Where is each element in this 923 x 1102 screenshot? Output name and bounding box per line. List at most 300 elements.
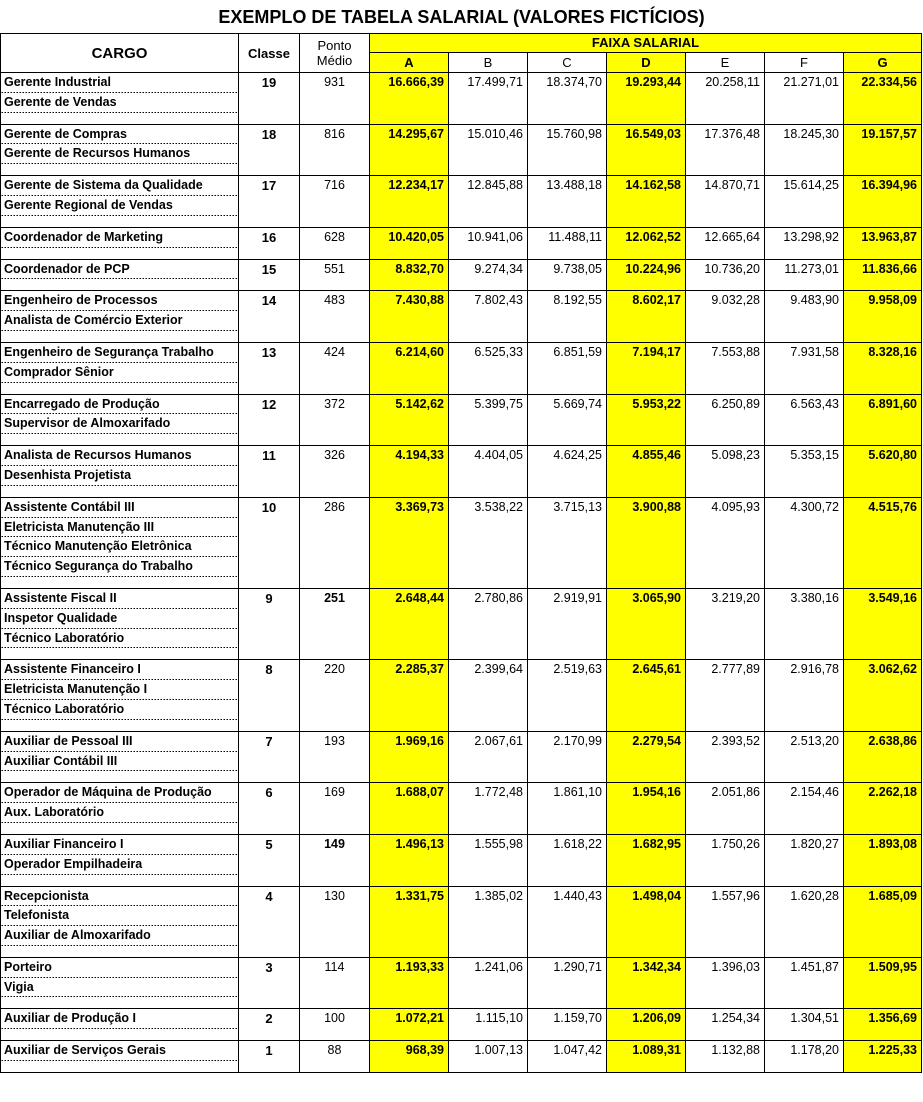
empty-cell [607, 648, 686, 660]
empty-cell [765, 700, 844, 720]
value-cell-f: 2.513,20 [765, 731, 844, 751]
empty-cell [686, 648, 765, 660]
empty-cell [844, 609, 922, 629]
empty-cell [844, 486, 922, 498]
empty-cell [844, 164, 922, 176]
empty-cell [239, 720, 300, 732]
classe-cell: 12 [239, 394, 300, 414]
value-cell-f: 3.380,16 [765, 588, 844, 608]
table-row [1, 291, 922, 311]
empty-cell [370, 629, 449, 649]
empty-cell [844, 771, 922, 783]
empty-cell [300, 486, 370, 498]
header-col-a: A [370, 53, 449, 73]
value-cell-f: 1.620,28 [765, 886, 844, 906]
empty-cell [300, 164, 370, 176]
empty-cell [686, 248, 765, 260]
empty-cell [844, 113, 922, 125]
empty-cell [239, 997, 300, 1009]
value-cell-f: 2.154,46 [765, 783, 844, 803]
classe-cell: 4 [239, 886, 300, 906]
empty-cell [370, 113, 449, 125]
empty-cell [300, 248, 370, 260]
value-cell-a: 3.369,73 [370, 497, 449, 517]
empty-cell [844, 93, 922, 113]
value-cell-b: 7.802,43 [449, 291, 528, 311]
value-cell-b: 1.555,98 [449, 834, 528, 854]
classe-cell: 5 [239, 834, 300, 854]
empty-cell [449, 164, 528, 176]
ponto-medio-cell: 424 [300, 342, 370, 362]
value-cell-f: 6.563,43 [765, 394, 844, 414]
empty-cell [239, 144, 300, 164]
header-col-f: F [765, 53, 844, 73]
value-cell-g: 22.334,56 [844, 73, 922, 93]
value-cell-g: 1.893,08 [844, 834, 922, 854]
cargo-cell: Técnico Segurança do Trabalho [1, 557, 239, 577]
empty-cell [239, 164, 300, 176]
empty-cell [370, 680, 449, 700]
empty-cell [607, 331, 686, 343]
empty-cell [300, 1029, 370, 1041]
empty-cell [370, 537, 449, 557]
value-cell-a: 1.496,13 [370, 834, 449, 854]
empty-cell [844, 629, 922, 649]
table-row [1, 73, 922, 93]
table-row [1, 446, 922, 466]
empty-cell [300, 855, 370, 875]
empty-cell [1, 434, 239, 446]
empty-cell [300, 700, 370, 720]
empty-cell [239, 680, 300, 700]
value-cell-e: 1.132,88 [686, 1041, 765, 1061]
value-cell-d: 5.953,22 [607, 394, 686, 414]
table-row [1, 855, 922, 875]
value-cell-g: 3.549,16 [844, 588, 922, 608]
empty-cell [686, 577, 765, 589]
empty-cell [844, 978, 922, 998]
value-cell-d: 1.682,95 [607, 834, 686, 854]
value-cell-f: 1.304,51 [765, 1009, 844, 1029]
value-cell-f: 1.451,87 [765, 957, 844, 977]
empty-cell [686, 1029, 765, 1041]
value-cell-g: 1.225,33 [844, 1041, 922, 1061]
empty-cell [686, 518, 765, 538]
empty-cell [686, 823, 765, 835]
empty-cell [844, 648, 922, 660]
empty-cell [686, 164, 765, 176]
empty-cell [449, 331, 528, 343]
value-cell-g: 4.515,76 [844, 497, 922, 517]
empty-cell [686, 537, 765, 557]
value-cell-b: 1.241,06 [449, 957, 528, 977]
value-cell-a: 8.832,70 [370, 259, 449, 279]
empty-cell [239, 279, 300, 291]
empty-cell [300, 680, 370, 700]
empty-cell [607, 803, 686, 823]
empty-cell [528, 383, 607, 395]
empty-cell [528, 752, 607, 772]
cargo-cell: Gerente de Vendas [1, 93, 239, 113]
empty-cell [765, 557, 844, 577]
salary-table [0, 33, 922, 1073]
empty-cell [1, 1061, 239, 1073]
cargo-cell: Desenhista Projetista [1, 466, 239, 486]
empty-cell [607, 383, 686, 395]
empty-cell [239, 557, 300, 577]
ponto-medio-cell: 100 [300, 1009, 370, 1029]
empty-cell [370, 557, 449, 577]
classe-cell: 11 [239, 446, 300, 466]
empty-cell [300, 978, 370, 998]
value-cell-c: 3.715,13 [528, 497, 607, 517]
value-cell-c: 9.738,05 [528, 259, 607, 279]
empty-cell [607, 680, 686, 700]
table-row [1, 978, 922, 998]
empty-cell [528, 164, 607, 176]
empty-cell [300, 144, 370, 164]
empty-cell [449, 216, 528, 228]
empty-cell [300, 823, 370, 835]
table-row [1, 342, 922, 362]
empty-cell [449, 196, 528, 216]
empty-cell [370, 216, 449, 228]
table-row [1, 783, 922, 803]
value-cell-d: 1.342,34 [607, 957, 686, 977]
ponto-medio-cell: 931 [300, 73, 370, 93]
table-row [1, 629, 922, 649]
value-cell-c: 1.290,71 [528, 957, 607, 977]
empty-cell [686, 629, 765, 649]
empty-cell [528, 113, 607, 125]
value-cell-f: 1.178,20 [765, 1041, 844, 1061]
group-spacer-row [1, 875, 922, 887]
empty-cell [370, 164, 449, 176]
value-cell-f: 18.245,30 [765, 124, 844, 144]
value-cell-b: 17.499,71 [449, 73, 528, 93]
empty-cell [844, 803, 922, 823]
empty-cell [528, 680, 607, 700]
empty-cell [449, 414, 528, 434]
empty-cell [300, 363, 370, 383]
cargo-cell: Auxiliar de Pessoal III [1, 731, 239, 751]
empty-cell [239, 823, 300, 835]
cargo-cell: Recepcionista [1, 886, 239, 906]
ponto-medio-cell: 551 [300, 259, 370, 279]
empty-cell [607, 311, 686, 331]
table-row [1, 227, 922, 247]
empty-cell [449, 771, 528, 783]
empty-cell [686, 1061, 765, 1073]
empty-cell [528, 466, 607, 486]
empty-cell [449, 720, 528, 732]
value-cell-b: 1.385,02 [449, 886, 528, 906]
empty-cell [607, 557, 686, 577]
classe-cell: 8 [239, 660, 300, 680]
value-cell-g: 11.836,66 [844, 259, 922, 279]
ponto-medio-cell: 326 [300, 446, 370, 466]
table-row [1, 394, 922, 414]
empty-cell [239, 414, 300, 434]
cargo-cell: Auxiliar de Almoxarifado [1, 926, 239, 946]
value-cell-a: 1.331,75 [370, 886, 449, 906]
table-row [1, 700, 922, 720]
empty-cell [765, 311, 844, 331]
empty-cell [449, 629, 528, 649]
empty-cell [686, 752, 765, 772]
empty-cell [607, 486, 686, 498]
value-cell-d: 1.089,31 [607, 1041, 686, 1061]
empty-cell [528, 875, 607, 887]
empty-cell [765, 926, 844, 946]
empty-cell [300, 609, 370, 629]
empty-cell [370, 648, 449, 660]
group-spacer-row [1, 720, 922, 732]
empty-cell [239, 196, 300, 216]
value-cell-c: 13.488,18 [528, 176, 607, 196]
empty-cell [528, 331, 607, 343]
empty-cell [449, 1061, 528, 1073]
empty-cell [370, 383, 449, 395]
empty-cell [844, 680, 922, 700]
classe-cell: 13 [239, 342, 300, 362]
value-cell-a: 1.969,16 [370, 731, 449, 751]
empty-cell [844, 311, 922, 331]
empty-cell [449, 557, 528, 577]
empty-cell [607, 906, 686, 926]
empty-cell [765, 629, 844, 649]
ponto-medio-cell: 628 [300, 227, 370, 247]
empty-cell [528, 537, 607, 557]
empty-cell [844, 926, 922, 946]
cargo-cell: Inspetor Qualidade [1, 609, 239, 629]
value-cell-c: 1.618,22 [528, 834, 607, 854]
empty-cell [528, 363, 607, 383]
empty-cell [686, 466, 765, 486]
cargo-cell: Gerente de Sistema da Qualidade [1, 176, 239, 196]
empty-cell [844, 466, 922, 486]
value-cell-e: 5.098,23 [686, 446, 765, 466]
empty-cell [844, 906, 922, 926]
table-row [1, 906, 922, 926]
empty-cell [844, 279, 922, 291]
empty-cell [449, 1029, 528, 1041]
table-row [1, 752, 922, 772]
empty-cell [370, 926, 449, 946]
ponto-medio-cell: 372 [300, 394, 370, 414]
empty-cell [528, 906, 607, 926]
cargo-cell: Engenheiro de Processos [1, 291, 239, 311]
empty-cell [449, 906, 528, 926]
empty-cell [239, 771, 300, 783]
empty-cell [239, 648, 300, 660]
classe-cell: 17 [239, 176, 300, 196]
empty-cell [528, 1061, 607, 1073]
empty-cell [607, 609, 686, 629]
empty-cell [239, 875, 300, 887]
value-cell-g: 5.620,80 [844, 446, 922, 466]
value-cell-g: 1.356,69 [844, 1009, 922, 1029]
empty-cell [686, 93, 765, 113]
empty-cell [449, 997, 528, 1009]
group-spacer-row [1, 577, 922, 589]
empty-cell [370, 434, 449, 446]
cargo-cell: Gerente Regional de Vendas [1, 196, 239, 216]
value-cell-c: 15.760,98 [528, 124, 607, 144]
group-spacer-row [1, 164, 922, 176]
value-cell-d: 8.602,17 [607, 291, 686, 311]
ponto-medio-cell: 483 [300, 291, 370, 311]
empty-cell [449, 113, 528, 125]
empty-cell [449, 279, 528, 291]
empty-cell [686, 803, 765, 823]
empty-cell [844, 700, 922, 720]
empty-cell [765, 609, 844, 629]
empty-cell [528, 700, 607, 720]
empty-cell [300, 196, 370, 216]
header-col-e: E [686, 53, 765, 73]
cargo-cell: Aux. Laboratório [1, 803, 239, 823]
empty-cell [449, 537, 528, 557]
cargo-cell: Gerente de Recursos Humanos [1, 144, 239, 164]
empty-cell [449, 926, 528, 946]
value-cell-g: 9.958,09 [844, 291, 922, 311]
empty-cell [844, 196, 922, 216]
empty-cell [607, 629, 686, 649]
empty-cell [239, 752, 300, 772]
empty-cell [765, 93, 844, 113]
empty-cell [686, 720, 765, 732]
empty-cell [300, 331, 370, 343]
empty-cell [607, 946, 686, 958]
empty-cell [370, 752, 449, 772]
empty-cell [239, 577, 300, 589]
value-cell-c: 11.488,11 [528, 227, 607, 247]
empty-cell [528, 144, 607, 164]
value-cell-d: 1.498,04 [607, 886, 686, 906]
empty-cell [370, 855, 449, 875]
empty-cell [300, 926, 370, 946]
empty-cell [1, 720, 239, 732]
empty-cell [528, 1029, 607, 1041]
value-cell-a: 1.193,33 [370, 957, 449, 977]
empty-cell [528, 414, 607, 434]
empty-cell [528, 434, 607, 446]
cargo-cell: Engenheiro de Segurança Trabalho [1, 342, 239, 362]
value-cell-b: 2.399,64 [449, 660, 528, 680]
empty-cell [1, 771, 239, 783]
empty-cell [1, 383, 239, 395]
empty-cell [1, 1029, 239, 1041]
empty-cell [844, 1061, 922, 1073]
empty-cell [370, 875, 449, 887]
empty-cell [607, 537, 686, 557]
group-spacer-row [1, 946, 922, 958]
empty-cell [370, 466, 449, 486]
empty-cell [528, 803, 607, 823]
table-row [1, 144, 922, 164]
group-spacer-row [1, 113, 922, 125]
empty-cell [370, 978, 449, 998]
value-cell-d: 1.206,09 [607, 1009, 686, 1029]
empty-cell [765, 144, 844, 164]
group-spacer-row [1, 486, 922, 498]
group-spacer-row [1, 1061, 922, 1073]
table-row [1, 537, 922, 557]
empty-cell [607, 414, 686, 434]
value-cell-e: 6.250,89 [686, 394, 765, 414]
cargo-cell: Analista de Recursos Humanos [1, 446, 239, 466]
cargo-cell: Eletricista Manutenção I [1, 680, 239, 700]
value-cell-g: 2.638,86 [844, 731, 922, 751]
empty-cell [239, 331, 300, 343]
empty-cell [370, 1029, 449, 1041]
table-row [1, 363, 922, 383]
empty-cell [300, 537, 370, 557]
value-cell-e: 7.553,88 [686, 342, 765, 362]
empty-cell [370, 331, 449, 343]
empty-cell [844, 855, 922, 875]
value-cell-f: 15.614,25 [765, 176, 844, 196]
empty-cell [239, 803, 300, 823]
value-cell-d: 3.065,90 [607, 588, 686, 608]
salary-table-container [0, 33, 922, 1073]
group-spacer-row [1, 248, 922, 260]
value-cell-b: 4.404,05 [449, 446, 528, 466]
empty-cell [370, 803, 449, 823]
empty-cell [239, 311, 300, 331]
empty-cell [300, 752, 370, 772]
empty-cell [607, 518, 686, 538]
empty-cell [449, 577, 528, 589]
empty-cell [528, 486, 607, 498]
cargo-cell: Auxiliar de Produção I [1, 1009, 239, 1029]
value-cell-d: 14.162,58 [607, 176, 686, 196]
empty-cell [765, 537, 844, 557]
group-spacer-row [1, 216, 922, 228]
empty-cell [300, 279, 370, 291]
empty-cell [528, 518, 607, 538]
ponto-medio-cell: 169 [300, 783, 370, 803]
empty-cell [844, 331, 922, 343]
empty-cell [1, 164, 239, 176]
empty-cell [239, 946, 300, 958]
value-cell-e: 20.258,11 [686, 73, 765, 93]
empty-cell [765, 803, 844, 823]
group-spacer-row [1, 648, 922, 660]
empty-cell [300, 946, 370, 958]
table-row [1, 1041, 922, 1061]
cargo-cell: Eletricista Manutenção III [1, 518, 239, 538]
value-cell-g: 16.394,96 [844, 176, 922, 196]
table-row [1, 926, 922, 946]
empty-cell [844, 752, 922, 772]
empty-cell [370, 577, 449, 589]
empty-cell [686, 557, 765, 577]
value-cell-b: 15.010,46 [449, 124, 528, 144]
empty-cell [528, 248, 607, 260]
table-row [1, 311, 922, 331]
value-cell-b: 5.399,75 [449, 394, 528, 414]
empty-cell [844, 875, 922, 887]
value-cell-b: 6.525,33 [449, 342, 528, 362]
value-cell-e: 1.557,96 [686, 886, 765, 906]
table-row [1, 957, 922, 977]
empty-cell [765, 752, 844, 772]
classe-cell: 19 [239, 73, 300, 93]
empty-cell [239, 518, 300, 538]
empty-cell [239, 113, 300, 125]
